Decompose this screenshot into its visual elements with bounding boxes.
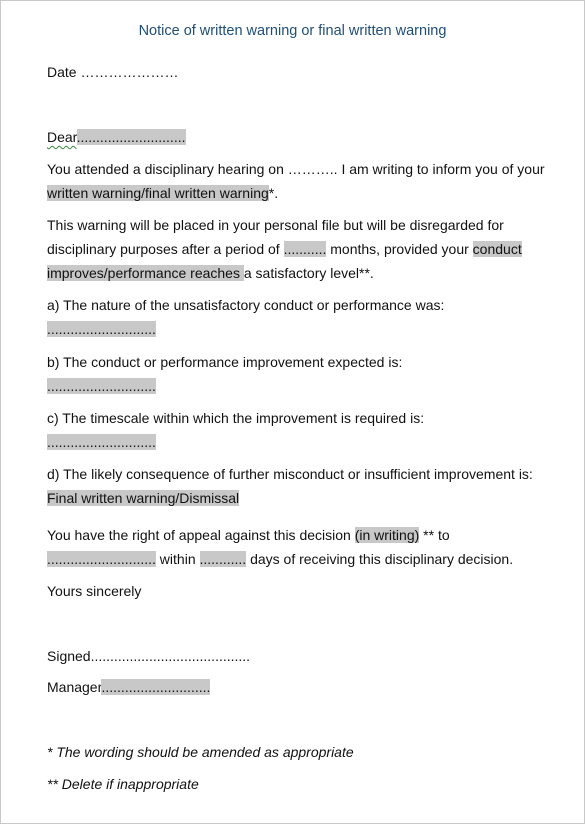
date-label: Date (47, 64, 77, 80)
item-d-text: d) The likely consequence of further misconduct or insufficient improvement is: (47, 466, 533, 482)
item-a-field[interactable]: ............................ (47, 321, 156, 337)
item-c-field[interactable]: ............................ (47, 434, 156, 450)
paragraph-1-line-2 (47, 184, 278, 202)
period-months-field[interactable]: ........... (283, 241, 327, 257)
appeal-text-tail: days of receiving this disciplinary decision. (246, 551, 514, 567)
paragraph-2-tail: a satisfactory level**. (243, 265, 374, 281)
manager-name-field[interactable]: ............................ (101, 679, 211, 695)
salutation-line (47, 128, 186, 146)
appeal-recipient-field[interactable]: ............................ (47, 551, 156, 567)
date-line (47, 63, 178, 81)
appeal-method-field[interactable]: (in writing) (354, 527, 420, 543)
document-title: Notice of written warning or final written warning (138, 23, 447, 39)
condition-field-part-1[interactable]: conduct (472, 241, 522, 257)
item-b-field[interactable]: ............................ (47, 378, 156, 394)
item-d-field[interactable]: Final written warning/Dismissal (47, 490, 240, 506)
footnote-1: * The wording should be amended as appropriate (47, 744, 354, 760)
appeal-text: You have the right of appeal against this decision (47, 527, 355, 543)
signed-line (47, 647, 250, 665)
paragraph-1-tail: *. (268, 185, 279, 201)
paragraph-1-line-1: You attended a disciplinary hearing on ……….. I am writing to inform you of your (47, 161, 545, 177)
item-a-line (47, 320, 156, 338)
paragraph-2-text-mid: months, provided your (326, 241, 473, 257)
item-c-text: c) The timescale within which the improvement is required is: (47, 410, 425, 426)
signed-label: Signed (47, 648, 91, 664)
condition-field-part-2[interactable]: improves/performance reaches (47, 265, 244, 281)
item-b-text: b) The conduct or performance improvement expected is: (47, 354, 403, 370)
manager-label: Manager (47, 679, 102, 695)
salutation-label: Dear (47, 129, 77, 145)
appeal-text-within: within (155, 551, 200, 567)
paragraph-2-line-3 (47, 264, 374, 282)
signature-field[interactable]: ......................................... (90, 648, 251, 664)
paragraph-2-line-2 (47, 240, 522, 258)
appeal-text-post: ** to (419, 527, 450, 543)
appeal-line-1 (47, 526, 450, 544)
item-a-text: a) The nature of the unsatisfactory conduct or performance was: (47, 297, 445, 313)
closing: Yours sincerely (47, 583, 142, 599)
paragraph-2-line-1: This warning will be placed in your personal file but will be disregarded for (47, 217, 504, 233)
date-blank[interactable]: ………………… (80, 64, 179, 80)
appeal-days-field[interactable]: ............ (199, 551, 247, 567)
recipient-name-field[interactable]: ............................ (76, 129, 186, 145)
appeal-line-2 (47, 550, 513, 568)
item-b-line (47, 377, 156, 395)
manager-line (47, 678, 210, 696)
item-d-line (47, 489, 239, 507)
warning-type-field[interactable]: written warning/final written warning (47, 185, 269, 201)
item-c-line (47, 433, 156, 451)
footnote-2: ** Delete if inappropriate (47, 776, 199, 792)
paragraph-2-text: disciplinary purposes after a period of (47, 241, 284, 257)
